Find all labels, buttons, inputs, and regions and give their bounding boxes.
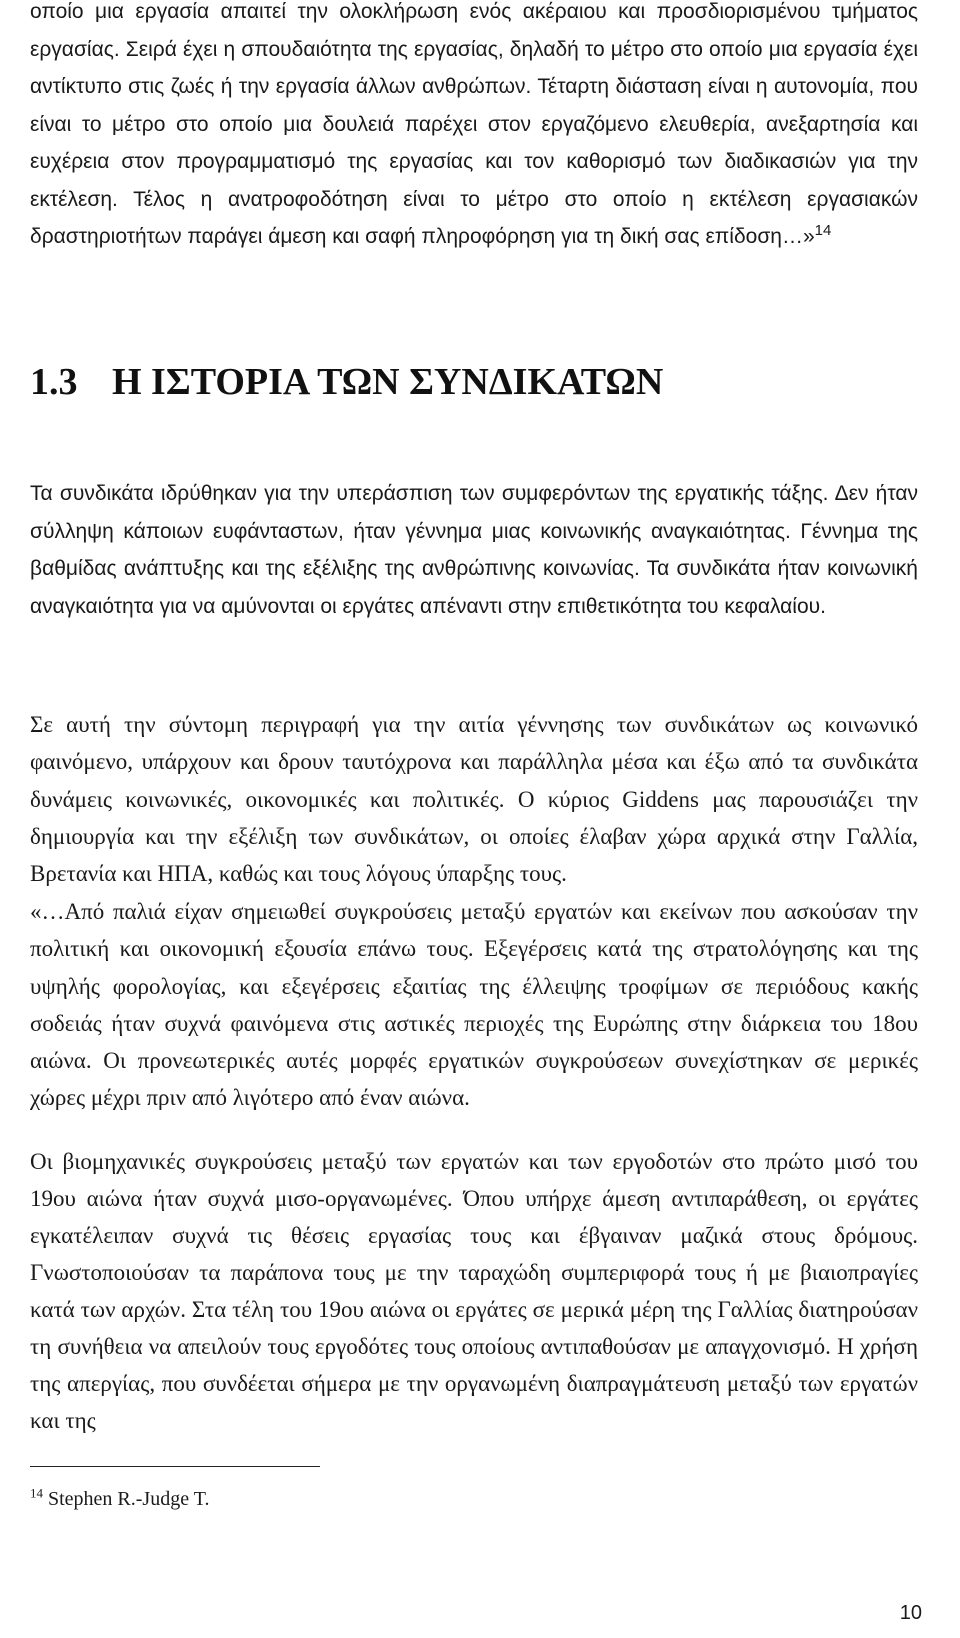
footnote xyxy=(30,1484,209,1514)
section-number: 1.3 xyxy=(30,361,78,403)
footnote-reference[interactable]: 14 xyxy=(814,222,832,239)
footnote-number: 14 xyxy=(30,1485,43,1501)
paragraph-unions-description: Σε αυτή την σύντομη περιγραφή για την αιτία γέννησης των συνδικάτων ως κοινωνικό φαινόμενο, υπάρχουν και δρουν ταυτόχρονα και παράλληλα μέσα και έξω από τα συνδικάτα δυνάμεις κοινωνικές, οικονομικές και πολιτικές. Ο κύριος Giddens μας παρουσιάζει την δημιουργία και την εξέλιξη των συνδικάτων, οι οποίες έλαβαν χώρα αρχικά στην Γαλλία, Βρετανία και ΗΠΑ, καθώς και τους λόγους ύπαρξης τους. xyxy=(30,712,918,887)
paragraph-job-dimensions xyxy=(30,0,918,256)
paragraph-quote-conflicts: «…Από παλιά είχαν σημειωθεί συγκρούσεις μεταξύ εργατών και εκείνων που ασκούσαν την πολιτική και οικονομική εξουσία επάνω τους. Εξεγέρσεις κατά της στρατολόγησης και της υψηλής φορολογίας, και εξεγέρσεις εξαιτίας της έλλειψης τροφίμων σε περιόδους κακής σοδειάς ήταν συχνά φαινόμενα στις αστικές περιοχές της Ευρώπης στην διάρκεια του 18ου αιώνα. Οι προνεωτερικές αυτές μορφές εργατικών συγκρούσεων συνεχίστηκαν σε μερικές χώρες μέχρι πριν από λιγότερο από έναν αιώνα. xyxy=(30,899,918,1111)
footnote-text: Stephen R.-Judge T. xyxy=(48,1488,210,1510)
section-title: Η ΙΣΤΟΡΙΑ ΤΩΝ ΣΥΝΔΙΚΑΤΩΝ xyxy=(112,361,664,403)
section-heading xyxy=(30,354,663,410)
paragraph-text: οποίο μια εργασία απαιτεί την ολοκλήρωση ενός ακέραιου και προσδιορισμένου τμήματος εργασίας. Σειρά έχει η σπουδαιότητα της εργασίας, δηλαδή το μέτρο στο οποίο μια εργασία έχει αντίκτυπο στις ζωές ή την εργασία άλλων ανθρώπων. Τέταρτη διάσταση είναι η αυτονομία, που είναι το μέτρο στο οποίο μια δουλειά παρέχει στον εργαζόμενο ελευθερία, ανεξαρτησία και ευχέρεια στον προγραμματισμό της εργασίας και τον καθορισμό των διαδικασιών για την εκτέλεση. Τέλος η ανατροφοδότηση είναι το μέτρο στο οποίο η εκτέλεση εργασιακών δραστηριοτήτων παράγει άμεση και σαφή πληροφόρηση για τη δική σας επίδοση…» xyxy=(30,0,918,248)
page-number: 10 xyxy=(899,1602,922,1624)
paragraph-industrial-conflicts: Οι βιομηχανικές συγκρούσεις μεταξύ των εργατών και των εργοδοτών στο πρώτο μισό του 19ου αιώνα ήταν συχνά μισο-οργανωμένες. Όπου υπήρχε άμεση αντιπαράθεση, οι εργάτες εγκατέλειπαν συχνά τις θέσεις εργασίας τους και έβγαιναν μαζικά στους δρόμους. Γνωστοποιούσαν τα παράπονα τους με την ταραχώδη συμπεριφορά τους ή με βιαιοπραγίες κατά των αρχών. Στα τέλη του 19ου αιώνα οι εργάτες σε μερικά μέρη της Γαλλίας διατηρούσαν τη συνήθεια να απειλούν τους εργοδότες τους οποίους αντιπαθούσαν με απαγχονισμό. Η χρήση της απεργίας, που συνδέεται σήμερα με την οργανωμένη διαπραγμάτευση μεταξύ των εργατών και της xyxy=(30,1149,918,1433)
paragraph-unions-founded: Τα συνδικάτα ιδρύθηκαν για την υπεράσπιση των συμφερόντων της εργατικής τάξης. Δεν ήταν σύλληψη κάποιων ευφάνταστων, ήταν γέννημα μιας κοινωνικής αναγκαιότητας. Γέννημα της βαθμίδας ανάπτυξης και της εξέλιξης της ανθρώπινης κοινωνίας. Τα συνδικάτα ήταν κοινωνική αναγκαιότητα για να αμύνονται οι εργάτες απέναντι στην επιθετικότητα του κεφαλαίου. xyxy=(30,482,918,618)
footnote-separator xyxy=(30,1466,320,1467)
